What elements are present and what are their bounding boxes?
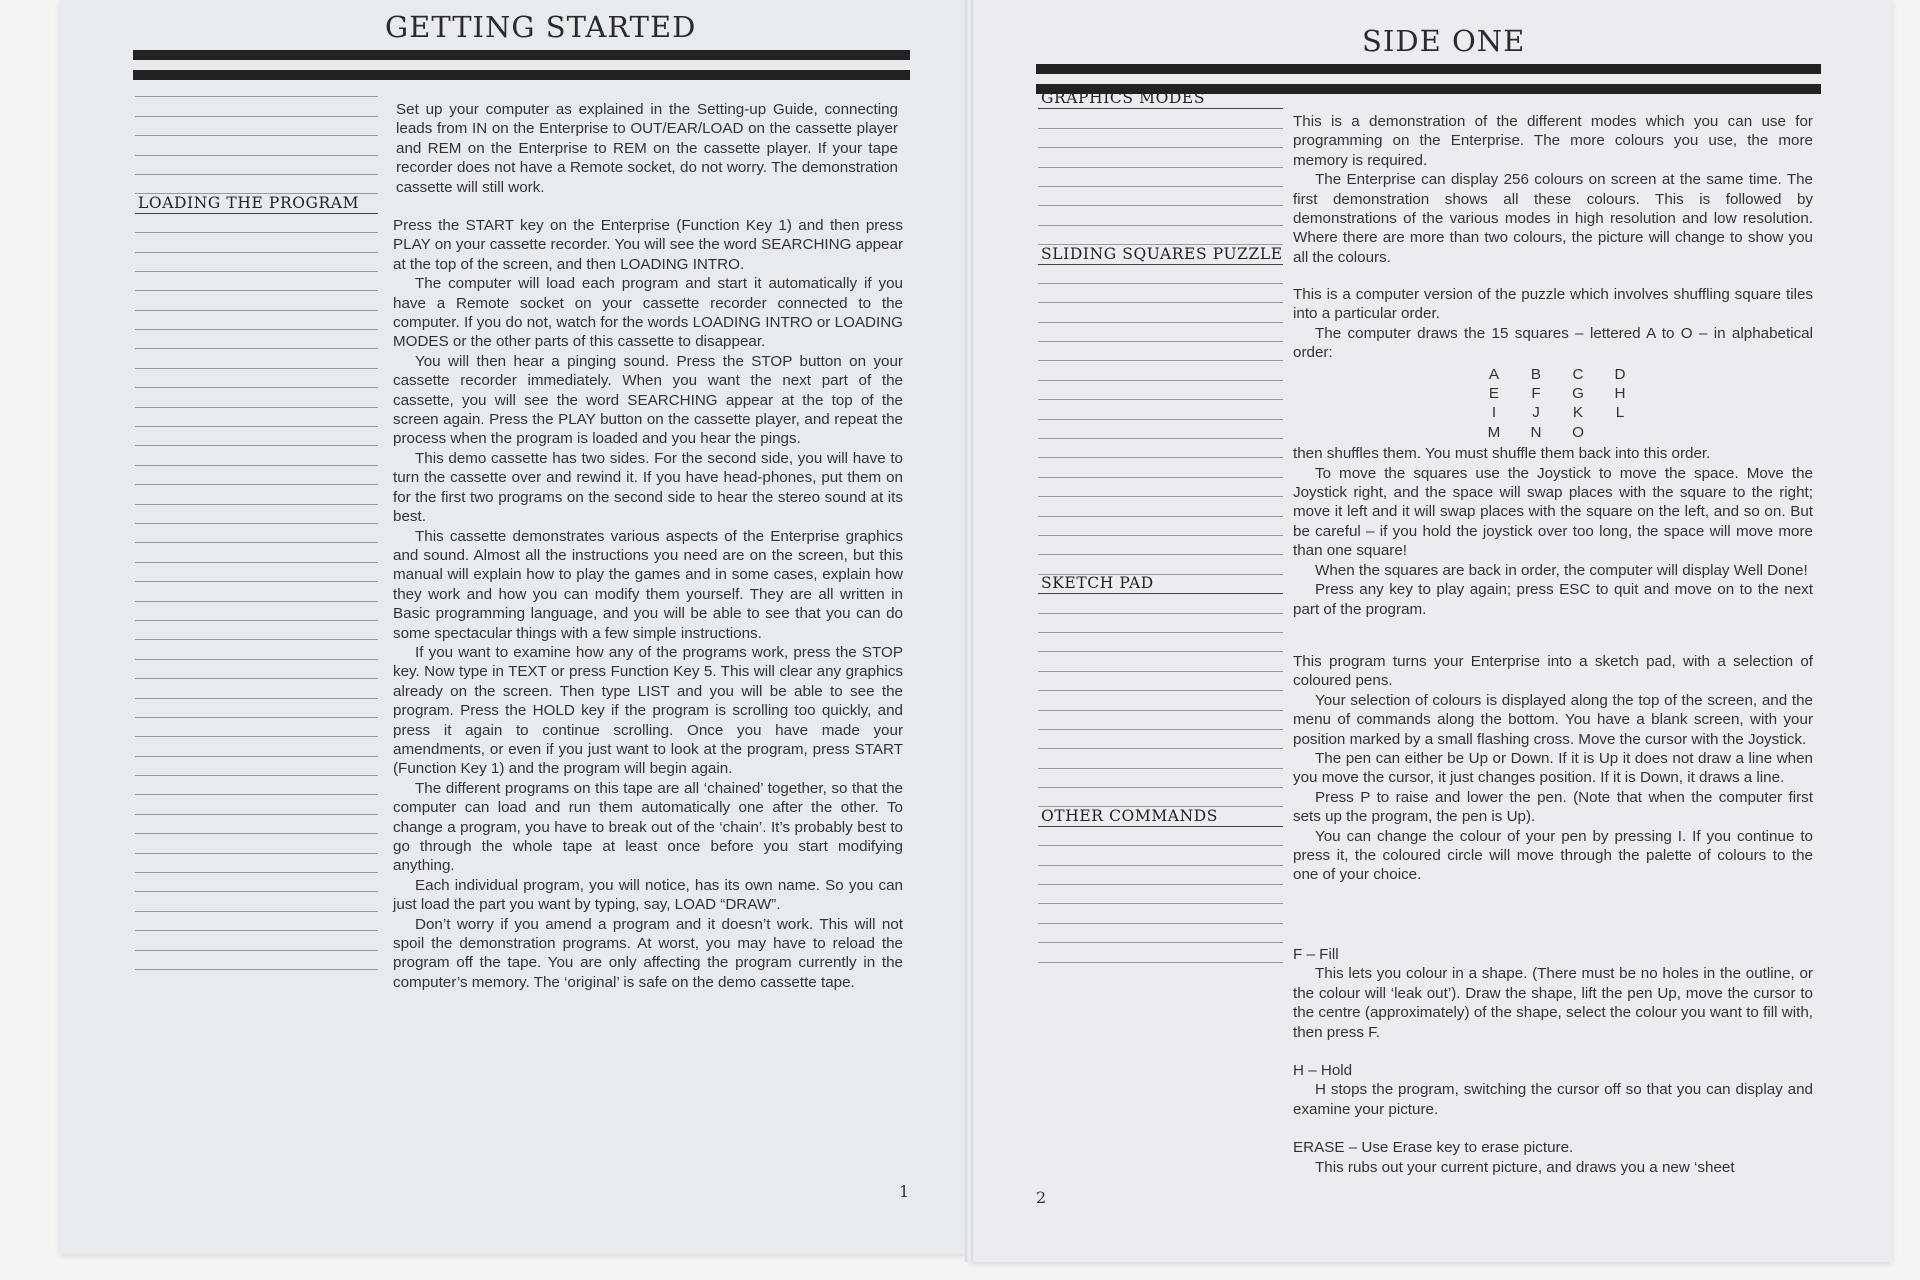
margin-rule-line [135, 621, 378, 640]
margin-rule-line [135, 427, 378, 446]
margin-rule-line [135, 117, 378, 136]
margin-rule-line [1038, 711, 1283, 730]
grid-letter: N [1530, 423, 1542, 441]
margin-rule-line [135, 931, 378, 950]
margin-rule-line [1038, 478, 1283, 497]
paragraph: If you want to examine how any of the programs work, press the STOP key. Now type in TEXT or press Function Key 5. This will clear any graphics already on the screen. Then type LIST and you will be able to see the program. Press the HOLD key if the program is scrolling too quickly, and press it again to continue scrolling. Once you have made your amendments, or even if you just want to look at the program, press START (Function Key 1) and the program will begin again. [393, 643, 903, 778]
margin-rule-line [135, 388, 378, 407]
margin-rule-line [1038, 245, 1283, 264]
margin-rule-line [1038, 439, 1283, 458]
margin-lines-right [1038, 90, 1283, 963]
margin-rule-line [135, 699, 378, 718]
grid-letter: L [1615, 404, 1625, 422]
margin-rule-line [1038, 284, 1283, 303]
margin-rule-line [1038, 652, 1283, 671]
paragraph: Press the START key on the Enterprise (Function Key 1) and then press PLAY on your cassette recorder. You will see the word SEARCHING appear at the top of the screen, and then LOADING INTRO. [393, 217, 903, 273]
margin-rule-line [1038, 633, 1283, 652]
margin-rule-line [135, 291, 378, 310]
margin-rule-line [1038, 323, 1283, 342]
margin-rule-line [1038, 90, 1283, 109]
section-sketch-pad [1293, 652, 1813, 885]
paragraph: This demo cassette has two sides. For the second side, you will have to turn the cassette over and rewind it. If you have head-phones, put them on for the first two programs on the second side to hear the stereo sound at its best. [393, 449, 903, 526]
section-sliding-squares-puzzle [1293, 285, 1813, 619]
margin-rule-line [1038, 420, 1283, 439]
margin-rule-line [135, 408, 378, 427]
margin-rule-line [1038, 265, 1283, 284]
paragraph: When the squares are back in order, the computer will display Well Done! [1315, 561, 1808, 579]
paragraph: The computer draws the 15 squares – lettered A to O – in alphabetical order: [1293, 324, 1813, 362]
grid-letter: D [1614, 365, 1626, 383]
paragraph: To move the squares use the Joystick to move the space. Move the Joystick right, and the space will swap places with the square to the right; move it left and it will swap places with the square on the left, and so on. But be careful – if you hold the joystick over too long, the space will move more than one square! [1293, 464, 1813, 560]
margin-rule-line [135, 834, 378, 853]
margin-rule-line [135, 97, 378, 116]
margin-rule-line [135, 563, 378, 582]
margin-rule-line [1038, 458, 1283, 477]
margin-rule-line [1038, 749, 1283, 768]
margin-rule-line [1038, 807, 1283, 826]
margin-rule-line [135, 873, 378, 892]
margin-rule-line [1038, 536, 1283, 555]
letter-grid [1473, 365, 1813, 443]
margin-rule-line [1038, 788, 1283, 807]
page-title-right: SIDE ONE [1362, 24, 1526, 58]
command-heading: F – Fill [1293, 946, 1339, 963]
margin-rule-line [135, 369, 378, 388]
margin-rule-line [135, 718, 378, 737]
margin-rule-line [135, 679, 378, 698]
paragraph: Each individual program, you will notice, has its own name. So you can just load the part you want by typing, say, LOAD “DRAW”. [393, 876, 903, 914]
section-graphics-modes [1293, 112, 1813, 267]
margin-rule-line [135, 214, 378, 233]
grid-letter: H [1614, 385, 1626, 403]
margin-rule-line [135, 349, 378, 368]
margin-rule-line [1038, 924, 1283, 943]
margin-rule-line [1038, 943, 1283, 962]
margin-rule-line [135, 446, 378, 465]
margin-rule-line [135, 175, 378, 194]
page-number-left: 1 [899, 1182, 910, 1201]
paragraph: The computer will load each program and start it automatically if you have a Remote socket on your cassette recorder connected to the computer. If you do not, watch for the words LOADING INTRO or LOADING MODES or the other parts of this cassette to disappear. [393, 275, 903, 351]
command-heading: ERASE – Use Erase key to erase picture. [1293, 1139, 1574, 1157]
margin-rule-line [1038, 827, 1283, 846]
margin-rule-line [135, 582, 378, 601]
margin-rule-line [1038, 614, 1283, 633]
margin-rule-line [135, 892, 378, 911]
paragraph: This program turns your Enterprise into a sketch pad, with a selection of coloured pens. [1293, 653, 1813, 690]
paragraph: This is a demonstration of the different modes which you can use for programming on the Enterprise. The more colours you use, the more memory is required. [1293, 113, 1813, 169]
margin-rule-line [1038, 846, 1283, 865]
margin-rule-line [1038, 497, 1283, 516]
margin-rule-line [1038, 187, 1283, 206]
paragraph: then shuffles them. You must shuffle them back into this order. [1293, 445, 1711, 463]
margin-rule-line [135, 660, 378, 679]
margin-rule-line [1038, 769, 1283, 788]
command-heading: H – Hold [1293, 1062, 1353, 1080]
paragraph: Press any key to play again; press ESC to quit and move on to the next part of the program. [1293, 581, 1813, 618]
command-text: This rubs out your current picture, and draws you a new ‘sheet [1315, 1158, 1735, 1176]
margin-rule-line [135, 757, 378, 776]
section-label: SLIDING SQUARES PUZZLE [1041, 244, 1283, 263]
margin-rule-line [1038, 400, 1283, 419]
margin-rule-line [135, 330, 378, 349]
margin-rule-line [135, 78, 378, 97]
margin-rule-line [1038, 594, 1283, 613]
paragraph: You can change the colour of your pen by pressing I. If you continue to press it, the coloured circle will move through the palette of colours to the one of your choice. [1293, 827, 1813, 884]
paragraph: This cassette demonstrates various aspects of the Enterprise graphics and sound. Almost all the instructions you need are on the screen, but this manual will explain how to play the games and in some cases, explain how they work and how you can modify them yourself. They are all written in Basic programming language, and you will be able to see that you can do some spectacular things with a few simple instructions. [393, 527, 903, 642]
margin-rule-line [135, 485, 378, 504]
margin-rule-line [135, 776, 378, 795]
grid-letter: G [1572, 385, 1584, 403]
margin-rule-line [135, 233, 378, 252]
margin-rule-line [135, 951, 378, 970]
section-other-commands [1293, 945, 1813, 1177]
paragraph: You will then hear a pinging sound. Press the STOP button on your cassette recorder immediately. When you want the next part of the cassette, you will see the word SEARCHING appear at the top of the screen again. Press the PLAY button on the cassette player, and repeat the process when the program is loaded and you hear the pings. [393, 352, 903, 448]
margin-rule-line [1038, 555, 1283, 574]
grid-letter: K [1572, 404, 1584, 422]
margin-rule-line [135, 543, 378, 562]
margin-rule-line [135, 737, 378, 756]
command-text: This lets you colour in a shape. (There must be no holes in the outline, or the colour will ‘leak out’). Draw the shape, lift the pen Up, move the cursor to the centre (approximately) of the shape, select the colour you want to fill with, then press F. [1293, 965, 1813, 1041]
margin-rule-line [1038, 575, 1283, 594]
margin-rule-line [135, 253, 378, 272]
section-intro [396, 100, 898, 197]
margin-rule-line [1038, 866, 1283, 885]
page-number-right: 2 [1036, 1188, 1047, 1207]
paragraph: Press P to raise and lower the pen. (Note that when the computer first sets up the program, the pen is Up). [1293, 788, 1813, 826]
paragraph: The Enterprise can display 256 colours on screen at the same time. The first demonstration shows all these colours. This is followed by demonstrations of the various modes in high resolution and low resolution. Where there are more than two colours, the picture will change to show you all the colours. [1293, 171, 1813, 266]
margin-rule-line [135, 640, 378, 659]
grid-letter: A [1488, 365, 1500, 383]
margin-rule-line [1038, 381, 1283, 400]
margin-rule-line [135, 505, 378, 524]
margin-rule-line [1038, 361, 1283, 380]
paragraph: Set up your computer as explained in the Setting-up Guide, connecting leads from IN on the Enterprise to OUT/EAR/LOAD on the cassette player and REM on the Enterprise to REM on the cassette player. If your tape recorder does not have a Remote socket, do not worry. The demonstration cassette will still work. [396, 101, 898, 196]
section-label: OTHER COMMANDS [1041, 806, 1218, 825]
margin-rule-line [1038, 342, 1283, 361]
margin-rule-line [135, 311, 378, 330]
grid-letter: C [1572, 365, 1584, 383]
paragraph: This is a computer version of the puzzle which involves shuffling square tiles into a particular order. [1293, 286, 1813, 323]
margin-rule-line [1038, 904, 1283, 923]
grid-letter: I [1491, 404, 1497, 422]
grid-letter: E [1488, 385, 1500, 403]
page-title-left: GETTING STARTED [385, 10, 697, 44]
margin-rule-line [1038, 206, 1283, 225]
margin-rule-line [1038, 691, 1283, 710]
margin-rule-line [1038, 148, 1283, 167]
margin-rule-line [135, 466, 378, 485]
section-label: LOADING THE PROGRAM [138, 193, 360, 212]
margin-rule-line [135, 602, 378, 621]
margin-rule-line [135, 136, 378, 155]
margin-rule-line [1038, 885, 1283, 904]
grid-letter: M [1487, 423, 1501, 441]
book-spine [965, 0, 973, 1262]
section-label: GRAPHICS MODES [1041, 89, 1206, 108]
margin-rule-line [1038, 168, 1283, 187]
margin-rule-line [135, 795, 378, 814]
paragraph: The different programs on this tape are all ‘chained’ together, so that the computer can load and run them automatically one after the other. To change a program, you have to break out of the ‘chain’. It’s probably best to go through the whole tape at least once before you start modifying anything. [393, 779, 903, 875]
margin-lines-left [135, 78, 378, 970]
paragraph: Your selection of colours is displayed along the top of the screen, and the menu of commands along the bottom. You have a blank screen, with your position marked by a small flashing cross. Move the cursor with the Joystick. [1293, 691, 1813, 748]
grid-letter: B [1530, 365, 1542, 383]
paragraph: Don’t worry if you amend a program and it doesn’t work. This will not spoil the demonstration programs. At worst, you may have to reload the program off the tape. You are only affecting the program currently in the computer’s memory. The ‘original’ is safe on the demo cassette tape. [393, 915, 903, 991]
margin-rule-line [1038, 672, 1283, 691]
margin-rule-line [135, 854, 378, 873]
margin-rule-line [135, 156, 378, 175]
grid-letter: O [1572, 423, 1584, 441]
grid-letter: J [1532, 404, 1540, 422]
command-text: H stops the program, switching the cursor off so that you can display and examine your picture. [1293, 1081, 1813, 1118]
margin-rule-line [1038, 730, 1283, 749]
margin-rule-line [1038, 226, 1283, 245]
margin-rule-line [135, 272, 378, 291]
margin-rule-line [1038, 303, 1283, 322]
margin-rule-line [1038, 109, 1283, 128]
margin-rule-line [135, 815, 378, 834]
grid-letter: F [1531, 385, 1541, 403]
section-label: SKETCH PAD [1041, 574, 1154, 593]
margin-rule-line [135, 524, 378, 543]
paragraph: The pen can either be Up or Down. If it is Up it does not draw a line when you move the cursor, it just changes position. If it is Down, it draws a line. [1293, 750, 1813, 787]
margin-rule-line [1038, 129, 1283, 148]
margin-rule-line [135, 912, 378, 931]
margin-rule-line [1038, 517, 1283, 536]
margin-rule-line [135, 194, 378, 213]
section-loading-the-program [393, 216, 903, 992]
